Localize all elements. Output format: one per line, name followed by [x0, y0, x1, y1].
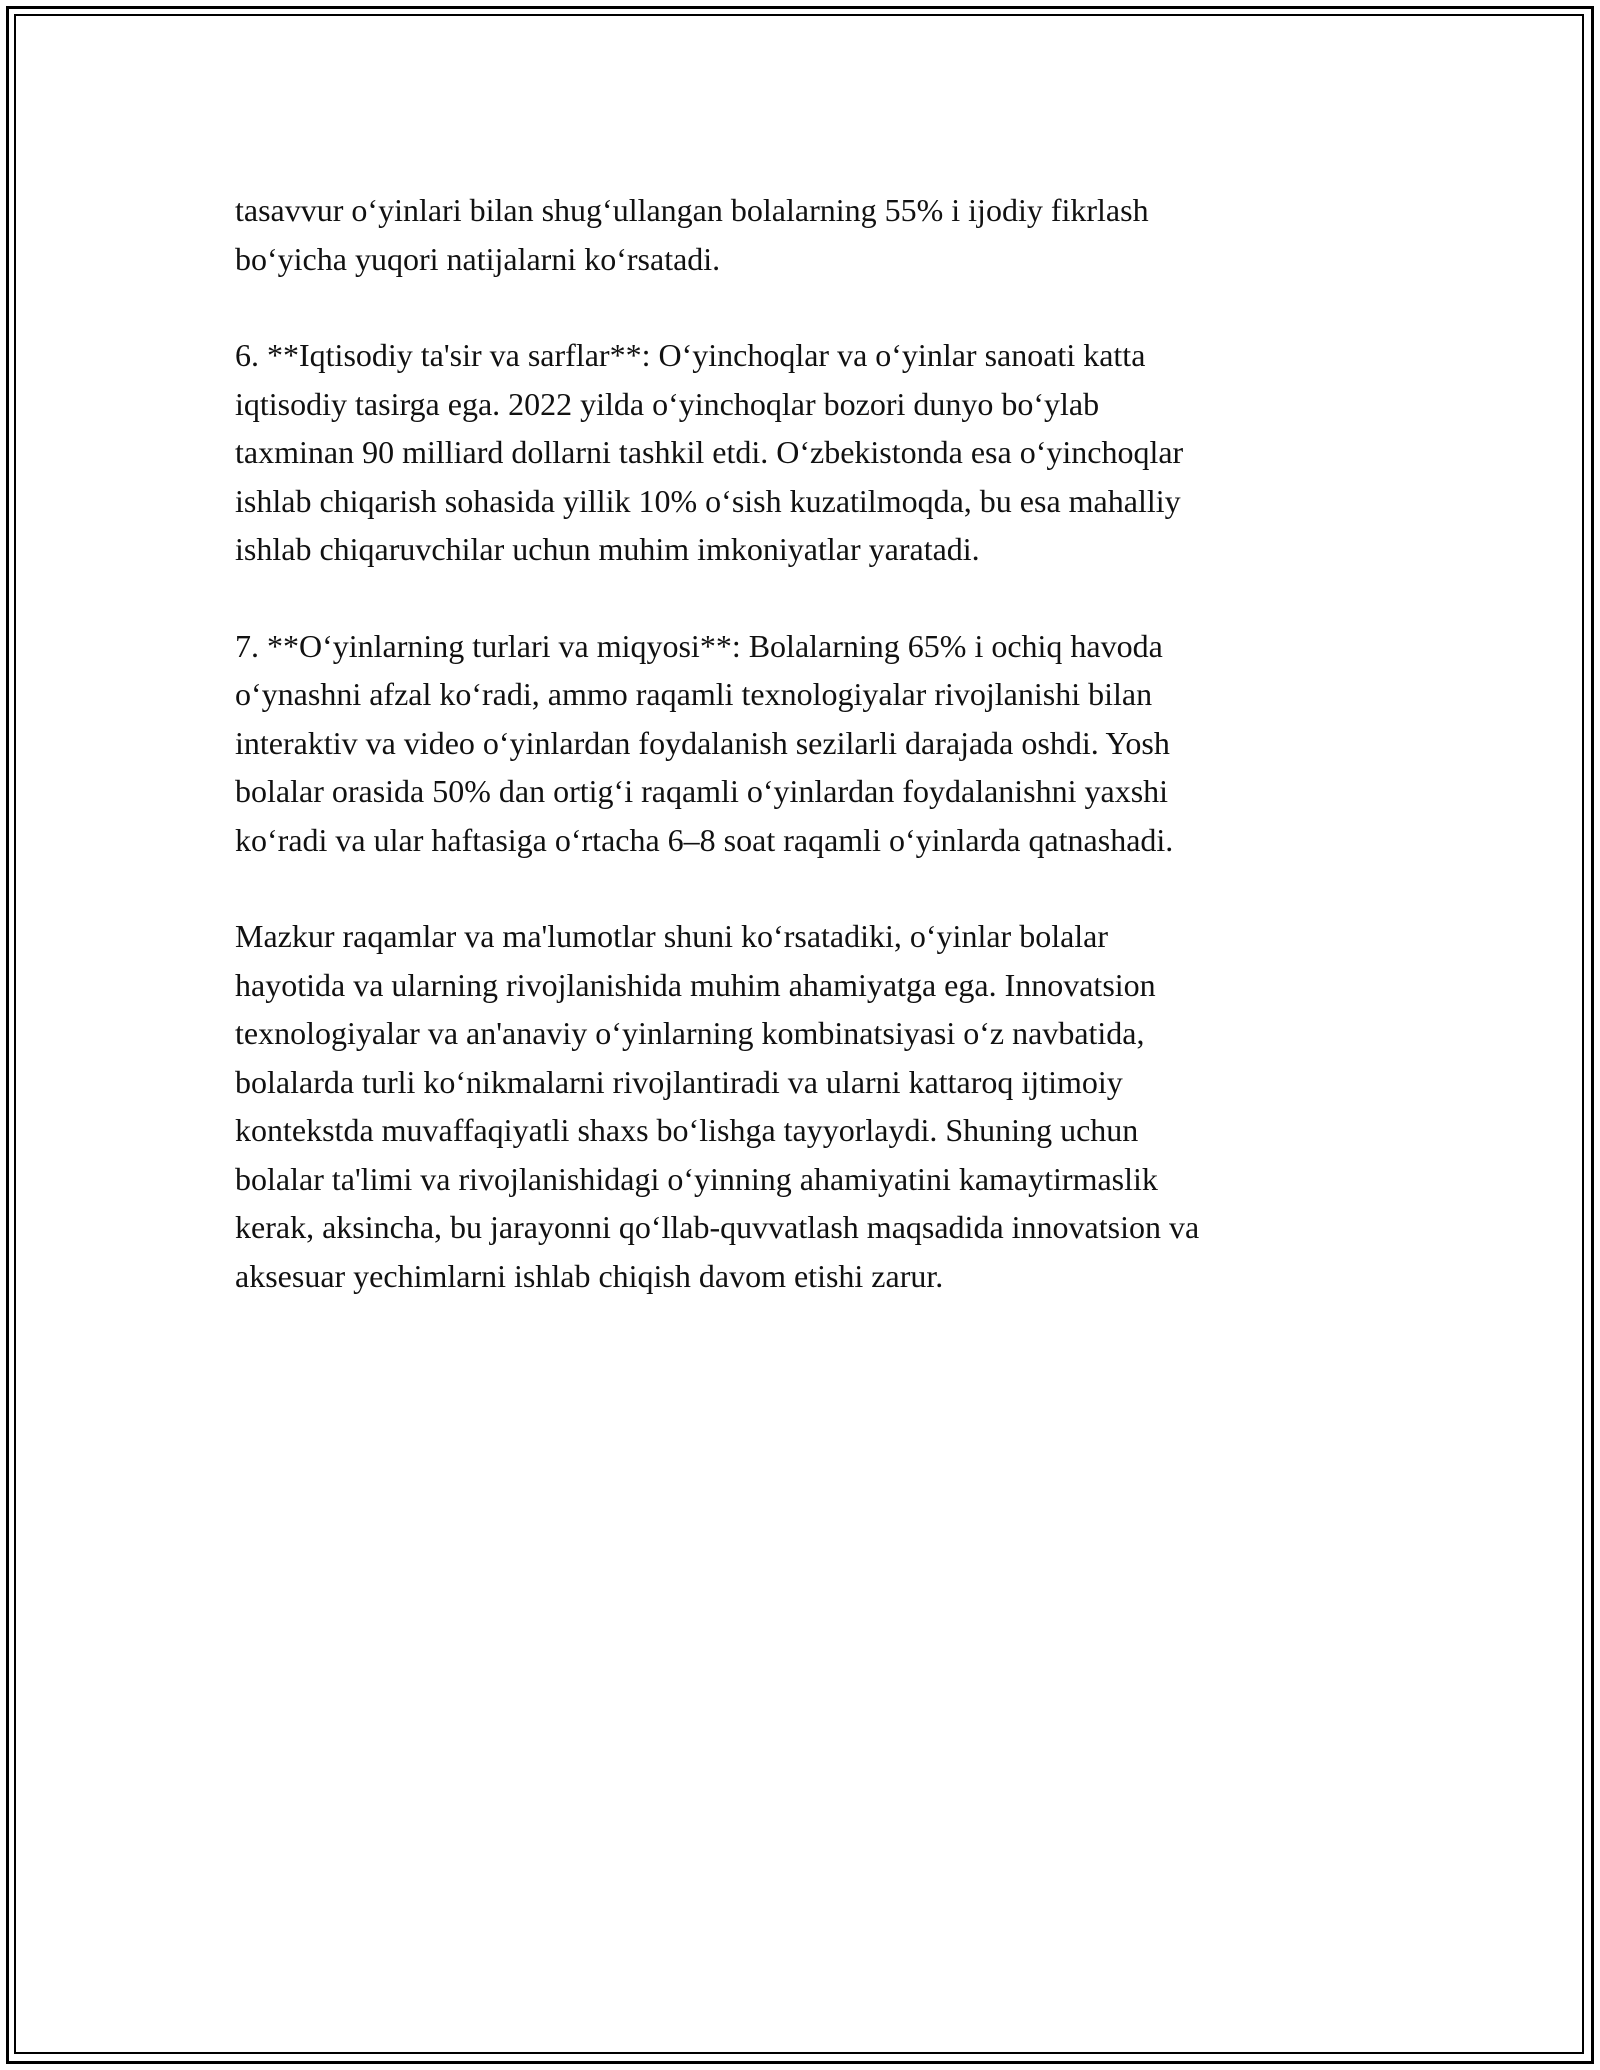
- text-line: bolalarda turli ko‘nikmalarni rivojlantiradi va ularni kattaroq ijtimoiy: [235, 1063, 1123, 1100]
- text-line: bo‘yicha yuqori natijalarni ko‘rsatadi.: [235, 240, 721, 277]
- text-line: aksesuar yechimlarni ishlab chiqish davom etishi zarur.: [235, 1257, 944, 1294]
- text-line: 6. **Iqtisodiy ta'sir va sarflar**: O‘yinchoqlar va o‘yinlar sanoati katta: [235, 337, 1146, 373]
- text-line: interaktiv va video o‘yinlardan foydalanish sezilarli darajada oshdi. Yosh: [235, 724, 1170, 761]
- paragraph-continuation: [235, 186, 1375, 283]
- document-body: [235, 186, 1375, 1348]
- text-line: ishlab chiqaruvchilar uchun muhim imkoniyatlar yaratadi.: [235, 531, 980, 567]
- text-line: iqtisodiy tasirga ega. 2022 yilda o‘yinchoqlar bozori dunyo bo‘ylab: [235, 385, 1100, 422]
- paragraph-game-types: [235, 622, 1375, 865]
- text-line: texnologiyalar va an'anaviy o‘yinlarning kombinatsiyasi o‘z navbatida,: [235, 1015, 1145, 1051]
- text-line: hayotida va ularning rivojlanishida muhim ahamiyatga ega. Innovatsion: [235, 966, 1156, 1003]
- text-line: kontekstda muvaffaqiyatli shaxs bo‘lishga tayyorlaydi. Shuning uchun: [235, 1112, 1139, 1148]
- text-line: ko‘radi va ular haftasiga o‘rtacha 6–8 soat raqamli o‘yinlarda qatnashadi.: [235, 821, 1174, 858]
- paragraph-conclusion: [235, 912, 1375, 1300]
- text-line: tasavvur o‘yinlari bilan shug‘ullangan bolalarning 55% i ijodiy fikrlash: [235, 192, 1149, 228]
- paragraph-economic-impact: [235, 331, 1375, 574]
- text-line: bolalar ta'limi va rivojlanishidagi o‘yinning ahamiyatini kamaytirmaslik: [235, 1160, 1158, 1197]
- text-line: kerak, aksincha, bu jarayonni qo‘llab-quvvatlash maqsadida innovatsion va: [235, 1209, 1200, 1245]
- text-line: bolalar orasida 50% dan ortig‘i raqamli o‘yinlardan foydalanishni yaxshi: [235, 773, 1169, 809]
- text-line: taxminan 90 milliard dollarni tashkil etdi. O‘zbekistonda esa o‘yinchoqlar: [235, 434, 1184, 470]
- text-line: o‘ynashni afzal ko‘radi, ammo raqamli texnologiyalar rivojlanishi bilan: [235, 676, 1153, 712]
- text-line: Mazkur raqamlar va ma'lumotlar shuni ko‘rsatadiki, o‘yinlar bolalar: [235, 918, 1109, 954]
- text-line: ishlab chiqarish sohasida yillik 10% o‘sish kuzatilmoqda, bu esa mahalliy: [235, 482, 1181, 519]
- text-line: 7. **O‘yinlarning turlari va miqyosi**: Bolalarning 65% i ochiq havoda: [235, 627, 1163, 664]
